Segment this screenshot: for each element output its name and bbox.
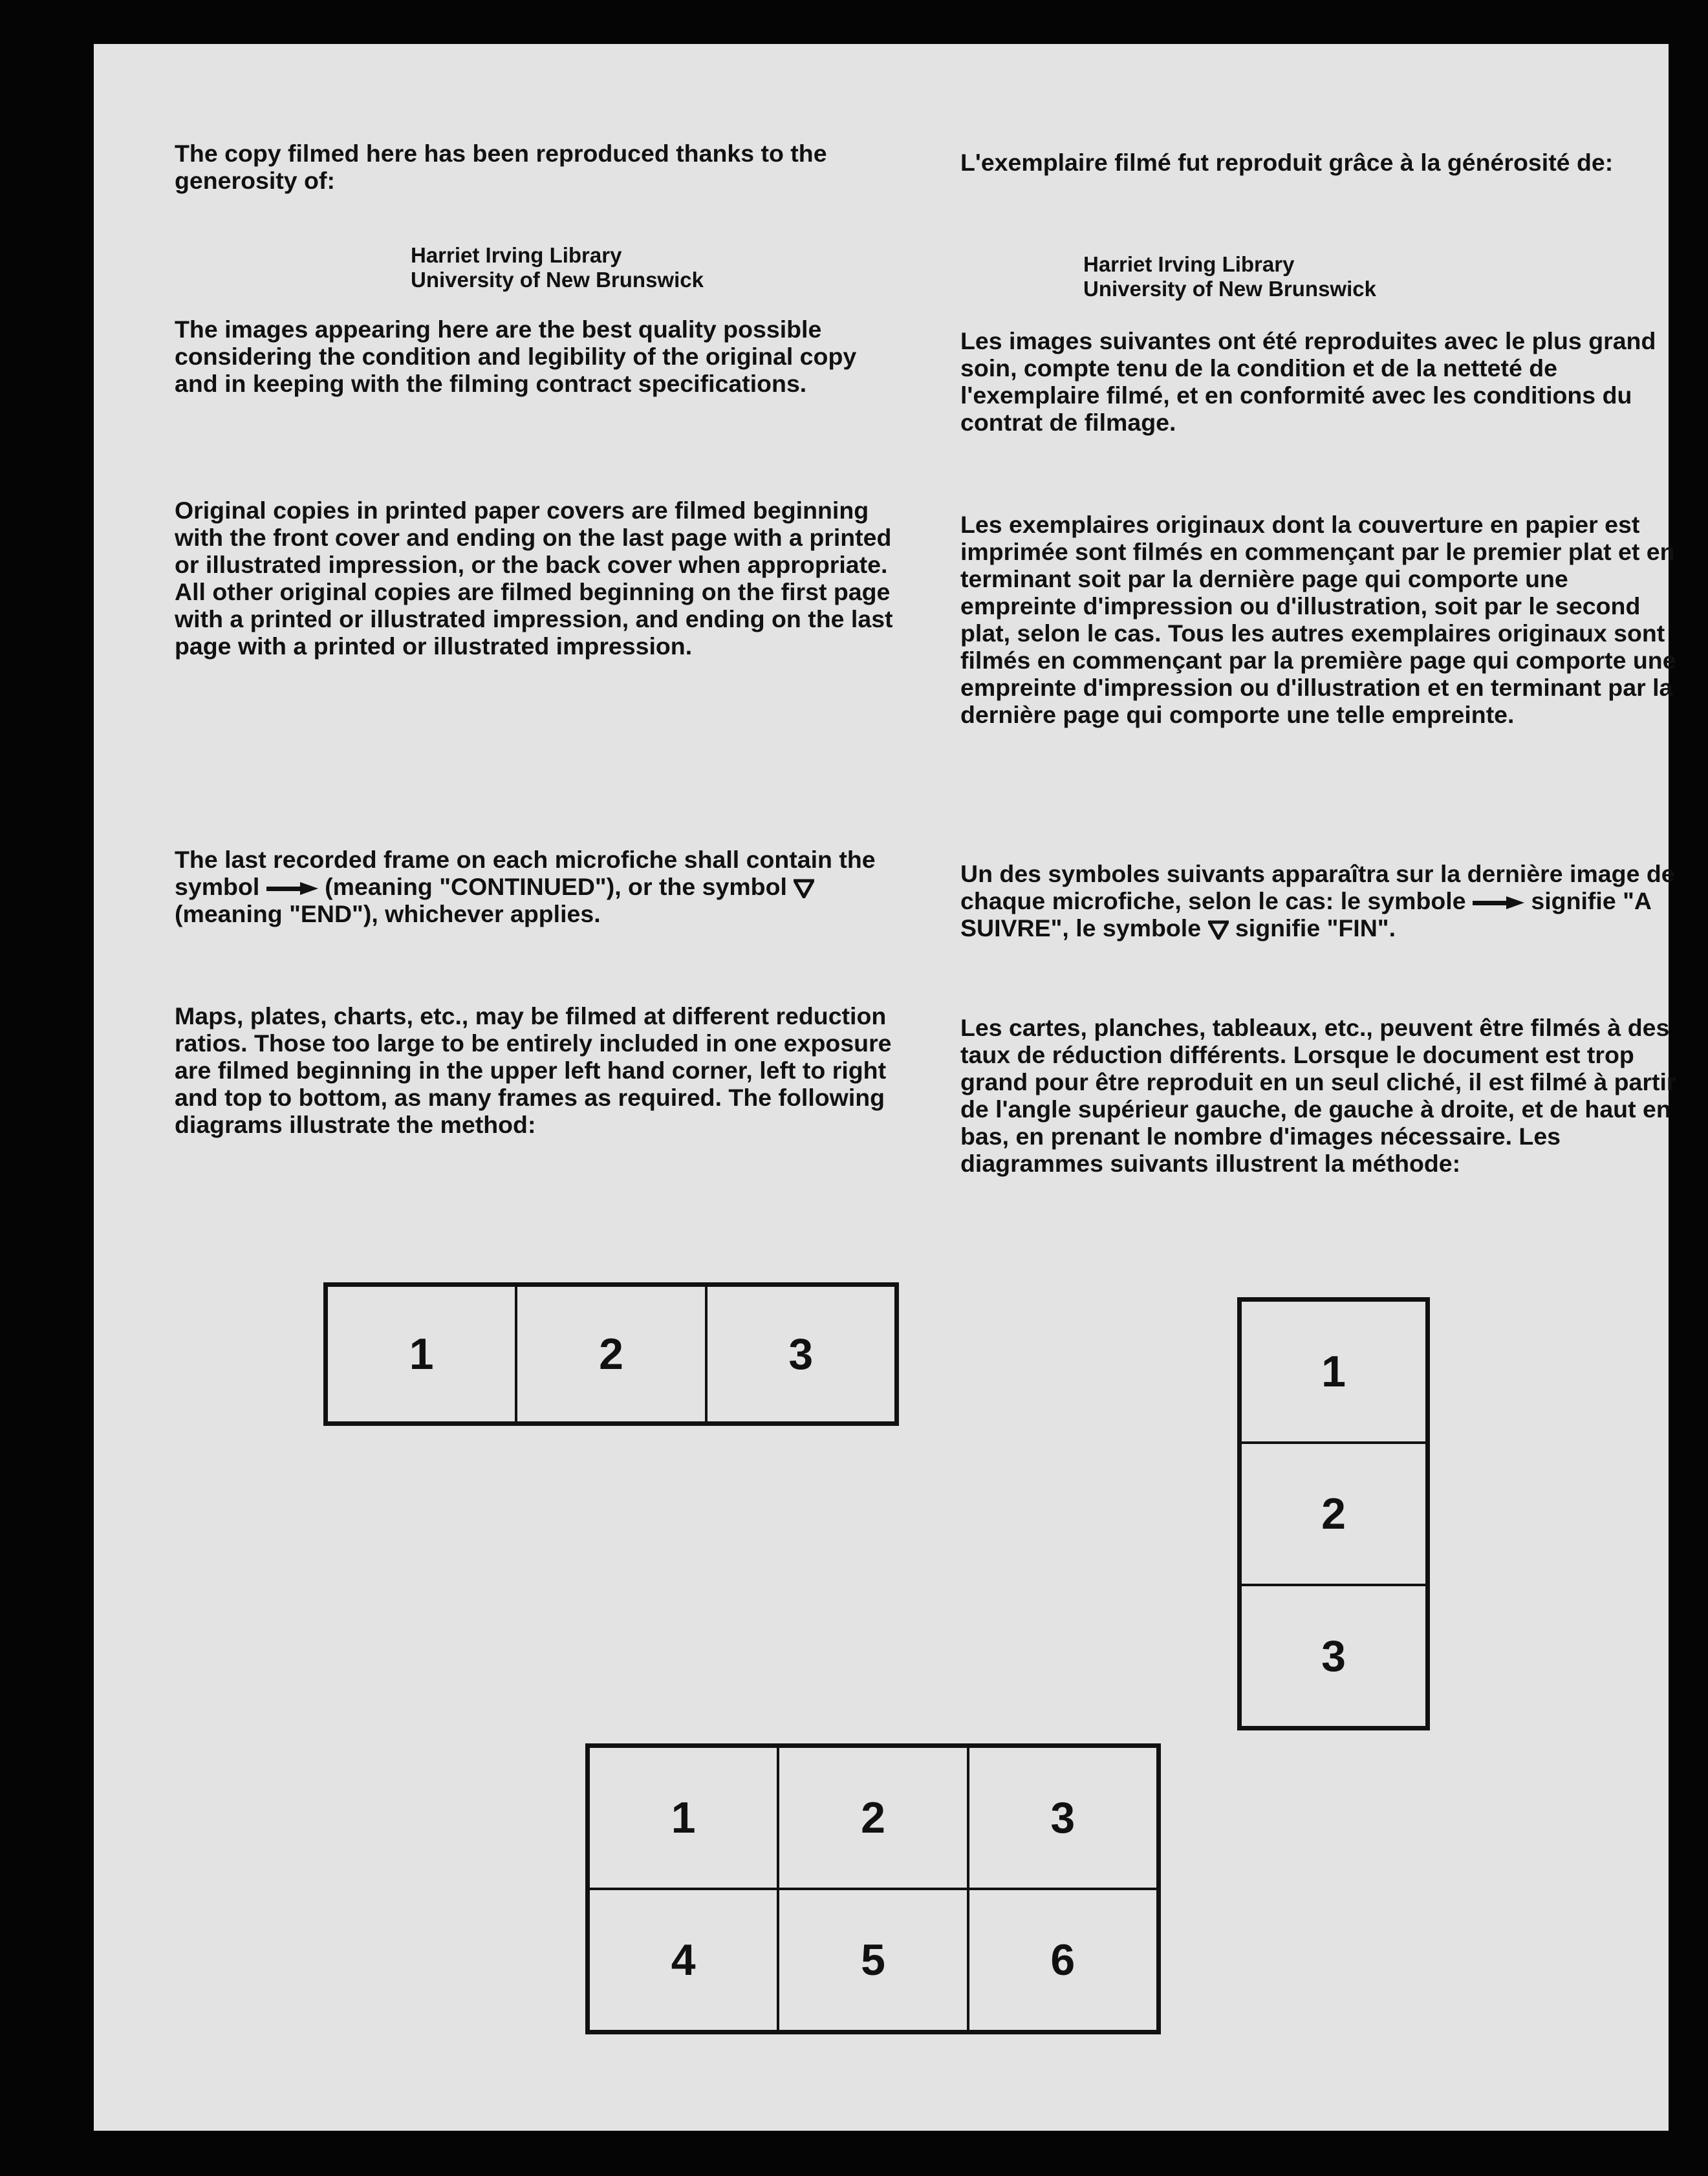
en-covers-paragraph (175, 497, 902, 660)
fr-library-university: University of New Brunswick (1083, 277, 1376, 301)
column-diagram (1237, 1297, 1430, 1730)
grid-frame-2: 2 (778, 1747, 968, 1889)
fr-symbols-paragraph (960, 860, 1688, 942)
row-frame-1: 1 (327, 1286, 516, 1423)
continued-arrow-icon (1473, 895, 1524, 910)
en-library-university: University of New Brunswick (411, 268, 704, 292)
en-maps-paragraph (175, 1002, 902, 1138)
fr-covers-paragraph (960, 511, 1688, 728)
fr-quality-text: Les images suivantes ont été reproduites avec le plus grand soin, compte tenu de la condition et de la netteté de l'exemplaire filmé, et en conformité avec les conditions du contrat de filmage. (960, 327, 1656, 436)
en-symbols-part2: (meaning "CONTINUED"), or the symbol (325, 873, 787, 900)
en-library-name: Harriet Irving Library (411, 243, 622, 267)
fr-library (1083, 252, 1376, 301)
fr-library-name: Harriet Irving Library (1083, 252, 1295, 276)
en-symbols-part1: The last recorded frame on each microfiche shall contain the symbol (175, 846, 876, 900)
fr-symbols-text (960, 860, 1688, 942)
fr-covers-text: Les exemplaires originaux dont la couverture en papier est imprimée sont filmés en commençant par le premier plat et en terminant soit par la dernière page qui comporte une empreinte d'impression ou d'illustration, soit par le second plat, selon le cas. Tous les autres exemplaires originaux sont filmés en commençant par la première page qui comporte une empreinte d'impression ou d'illustration et en terminant par la dernière page qui comporte une telle empreinte. (960, 511, 1676, 728)
fr-maps-paragraph (960, 1014, 1688, 1177)
fr-intro (960, 149, 1688, 176)
column-frame-3: 3 (1240, 1585, 1427, 1727)
en-intro (175, 140, 902, 194)
end-triangle-icon (1208, 920, 1229, 940)
grid-frame-6: 6 (968, 1889, 1158, 2031)
row-diagram (323, 1282, 899, 1426)
end-triangle-icon (794, 879, 814, 898)
grid-frame-5: 5 (778, 1889, 968, 2031)
column-frame-1: 1 (1240, 1300, 1427, 1443)
column-frame-2: 2 (1240, 1443, 1427, 1585)
document-page (94, 44, 1676, 2131)
continued-arrow-icon (266, 881, 318, 896)
grid-frame-3: 3 (968, 1747, 1158, 1889)
en-symbols-part3: (meaning "END"), whichever applies. (175, 900, 601, 927)
fr-symbols-part1: Un des symboles suivants apparaîtra sur la dernière image de chaque microfiche, selon le cas: le symbole (960, 860, 1675, 914)
en-quality-paragraph (175, 316, 902, 397)
fr-symbols-part3: signifie "FIN". (1235, 914, 1396, 942)
en-library (411, 243, 704, 292)
en-intro-text: The copy filmed here has been reproduced thanks to the generosity of: (175, 140, 827, 194)
grid-frame-4: 4 (589, 1889, 778, 2031)
en-symbols-paragraph (175, 846, 902, 927)
en-quality-text: The images appearing here are the best quality possible considering the condition and legibility of the original copy and in keeping with the filming contract specifications. (175, 316, 857, 397)
en-maps-text: Maps, plates, charts, etc., may be filmed at different reduction ratios. Those too large to be entirely included in one exposure are filmed beginning in the upper left hand corner, left to right and top to bottom, as many frames as required. The following diagrams illustrate the method: (175, 1002, 892, 1138)
fr-symbols-part2: signifie "A SUIVRE", le symbole (960, 887, 1651, 942)
row-frame-3: 3 (706, 1286, 896, 1423)
grid-diagram (585, 1743, 1161, 2034)
row-frame-2: 2 (516, 1286, 706, 1423)
fr-quality-paragraph (960, 327, 1688, 436)
en-covers-text: Original copies in printed paper covers are filmed beginning with the front cover and ending on the last page with a printed or illustrated impression, or the back cover when appropriate. All other original copies are filmed beginning on the first page with a printed or illustrated impression, and ending on the last page with a printed or illustrated impression. (175, 497, 893, 660)
fr-intro-text: L'exemplaire filmé fut reproduit grâce à la générosité de: (960, 149, 1614, 176)
grid-frame-1: 1 (589, 1747, 778, 1889)
en-symbols-text (175, 846, 902, 927)
fr-maps-text: Les cartes, planches, tableaux, etc., peuvent être filmés à des taux de réduction différents. Lorsque le document est trop grand pour être reproduit en un seul cliché, il est filmé à partir de l'angle supérieur gauche, de gauche à droite, et de haut en bas, en prenant le nombre d'images nécessaire. Les diagrammes suivants illustrent la méthode: (960, 1014, 1676, 1177)
